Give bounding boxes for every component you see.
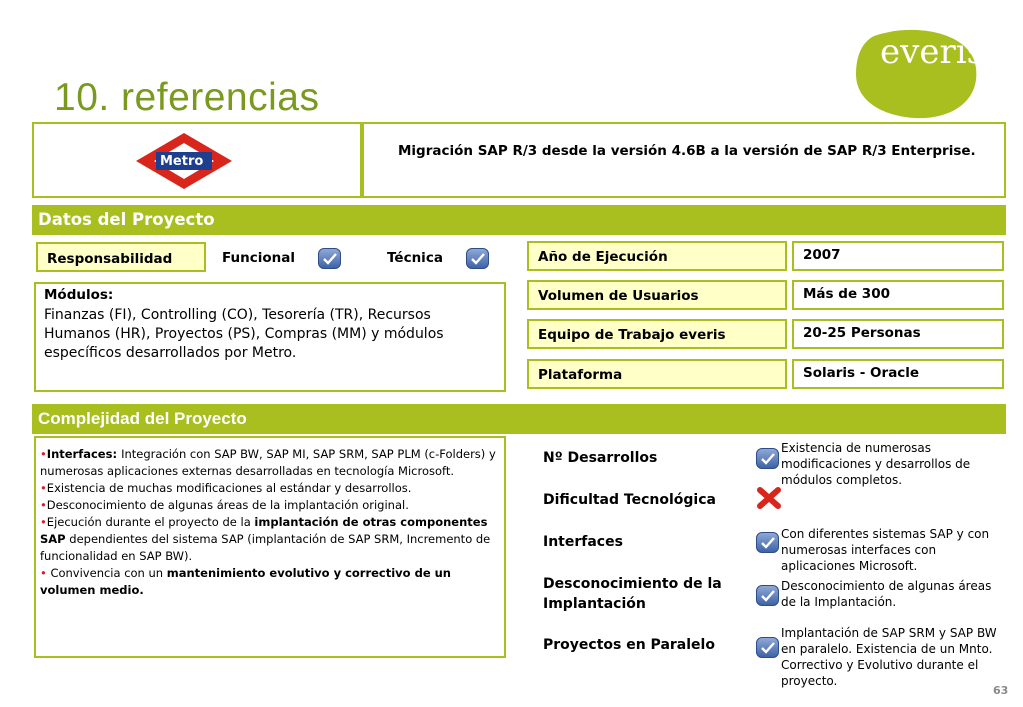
check-icon [466, 248, 489, 269]
check-icon [756, 585, 779, 606]
criterion-label: Dificultad Tecnológica [543, 492, 716, 508]
criterion-note: Con diferentes sistemas SAP y con numerosas interfaces con aplicaciones Microsoft. [781, 527, 990, 573]
responsabilidad-label: Responsabilidad [36, 242, 206, 272]
check-icon [756, 448, 779, 469]
list-item: •Desconocimiento de algunas áreas de la implantación original. [40, 498, 409, 512]
funcional-label: Funcional [222, 250, 296, 266]
modulos-label: Módulos: [44, 287, 114, 303]
plataforma-value: Solaris - Oracle [792, 359, 1004, 389]
criterion-note: Existencia de numerosas modificaciones y desarrollos de módulos completos. [781, 441, 971, 487]
check-icon [756, 532, 779, 553]
check-icon [318, 248, 341, 269]
complejidad-bullets [40, 446, 500, 599]
equipo-trabajo-value: 20-25 Personas [792, 319, 1004, 349]
everis-logo-text: everis [880, 32, 985, 72]
page-number: 63 [993, 684, 1009, 697]
list-item: •Interfaces: Integración con SAP BW, SAP MI, SAP SRM, SAP PLM (c-Folders) y numerosas aplicaciones externas desarrolladas en tecnología Microsoft. [40, 447, 496, 478]
complejidad-heading: Complejidad del Proyecto [32, 404, 1006, 434]
criterion-label: Nº Desarrollos [543, 450, 658, 466]
ano-ejecucion-label: Año de Ejecución [527, 241, 787, 271]
criterion-note: Desconocimiento de algunas áreas de la Implantación. [781, 579, 992, 609]
page-title: 10. referencias [54, 76, 320, 119]
tecnica-label: Técnica [387, 250, 443, 266]
criterion-label: Proyectos en Paralelo [543, 637, 715, 653]
criterion-note: Implantación de SAP SRM y SAP BW en paralelo. Existencia de un Mnto. Correctivo y Evolutivo durante el proyecto. [781, 626, 997, 688]
criterion-label: Desconocimiento de la Implantación [543, 576, 722, 612]
ano-ejecucion-value: 2007 [792, 241, 1004, 271]
metro-logo-text: Metro [160, 154, 204, 169]
datos-heading: Datos del Proyecto [32, 205, 1006, 235]
cross-icon [756, 486, 782, 510]
list-item: • Convivencia con un mantenimiento evolutivo y correctivo de un volumen medio. [40, 566, 451, 597]
list-item: •Existencia de muchas modificaciones al estándar y desarrollos. [40, 481, 412, 495]
check-icon [756, 637, 779, 658]
modulos-text: Finanzas (FI), Controlling (CO), Tesorería (TR), Recursos Humanos (HR), Proyectos (PS), Compras (MM) y módulos específicos desarrollados por Metro. [44, 307, 444, 361]
volumen-usuarios-value: Más de 300 [792, 280, 1004, 310]
equipo-trabajo-label: Equipo de Trabajo everis [527, 319, 787, 349]
project-description: Migración SAP R/3 desde la versión 4.6B a la versión de SAP R/3 Enterprise. [398, 143, 976, 159]
criterion-label: Interfaces [543, 534, 623, 550]
plataforma-label: Plataforma [527, 359, 787, 389]
list-item: •Ejecución durante el proyecto de la implantación de otras componentes SAP dependientes del sistema SAP (implantación de SAP SRM, Incremento de funcionalidad en SAP BW). [40, 515, 491, 563]
volumen-usuarios-label: Volumen de Usuarios [527, 280, 787, 310]
